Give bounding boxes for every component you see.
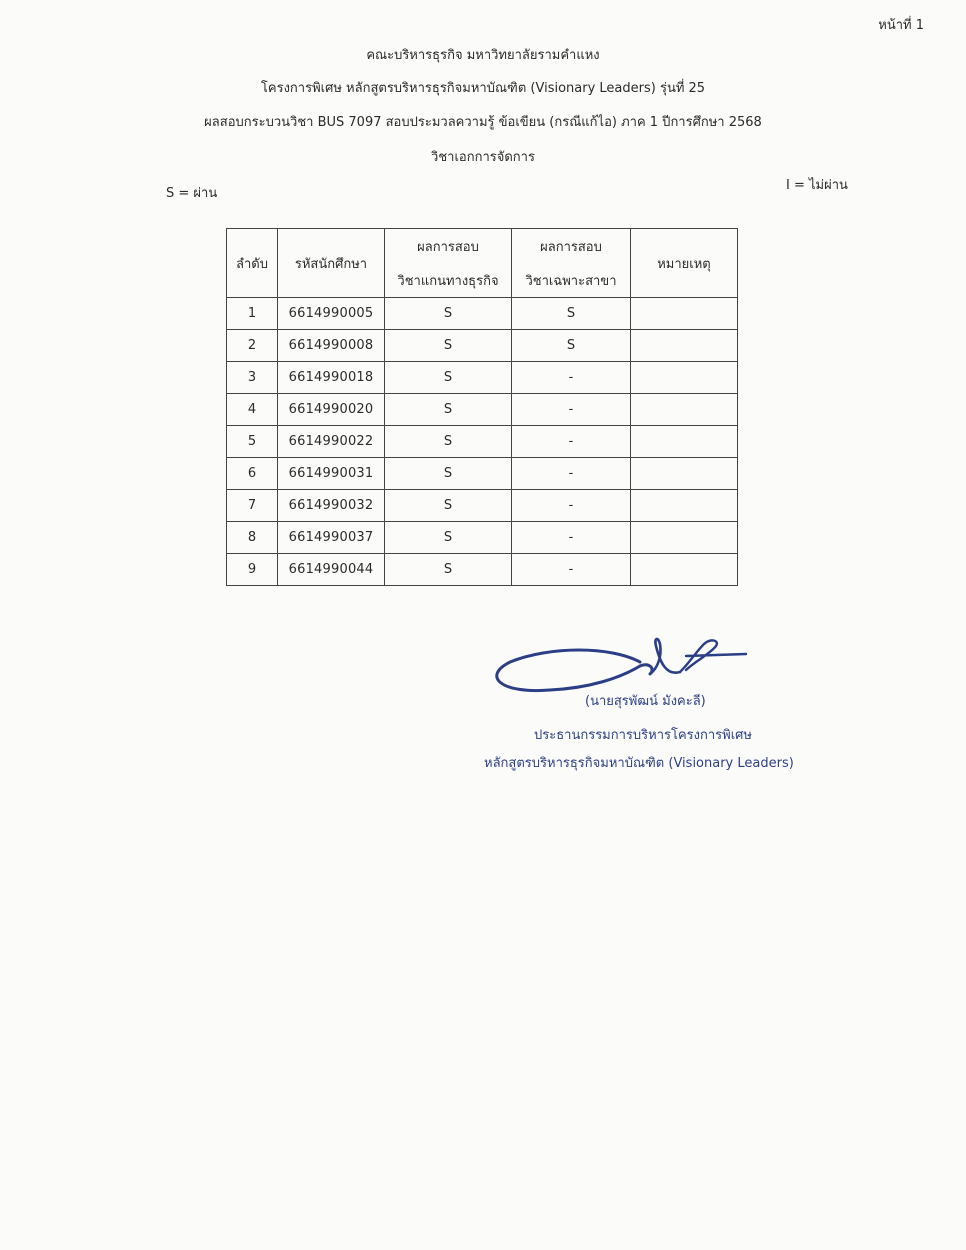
- cell-note: [631, 330, 738, 362]
- cell-core-result: S: [385, 394, 512, 426]
- cell-note: [631, 458, 738, 490]
- cell-major-result: -: [512, 426, 631, 458]
- cell-major-result: -: [512, 554, 631, 586]
- faculty-title: คณะบริหารธุรกิจ มหาวิทยาลัยรามคำแหง: [366, 48, 600, 63]
- cell-core-result: S: [385, 426, 512, 458]
- cell-no: 4: [227, 394, 278, 426]
- cell-no: 6: [227, 458, 278, 490]
- col-header-core-bottom: วิชาแกนทางธุรกิจ: [385, 263, 512, 298]
- cell-student-id: 6614990044: [278, 554, 385, 586]
- cell-student-id: 6614990031: [278, 458, 385, 490]
- cell-core-result: S: [385, 490, 512, 522]
- table-row: [227, 554, 738, 586]
- cell-student-id: 6614990005: [278, 298, 385, 330]
- signatory-position: ประธานกรรมการบริหารโครงการพิเศษ: [534, 728, 752, 743]
- table-row: [227, 362, 738, 394]
- results-table: [226, 228, 738, 586]
- cell-core-result: S: [385, 330, 512, 362]
- cell-core-result: S: [385, 554, 512, 586]
- signatory-name: (นายสุรพัฒน์ มังคะลี): [585, 694, 706, 709]
- cell-note: [631, 362, 738, 394]
- cell-no: 1: [227, 298, 278, 330]
- col-header-core-top: ผลการสอบ: [385, 229, 512, 264]
- table-row: [227, 298, 738, 330]
- table-row: [227, 522, 738, 554]
- cell-note: [631, 426, 738, 458]
- table-row: [227, 458, 738, 490]
- cell-note: [631, 394, 738, 426]
- cell-major-result: -: [512, 458, 631, 490]
- table-row: [227, 490, 738, 522]
- col-header-major-top: ผลการสอบ: [512, 229, 631, 264]
- cell-student-id: 6614990020: [278, 394, 385, 426]
- table-row: [227, 394, 738, 426]
- cell-student-id: 6614990037: [278, 522, 385, 554]
- cell-major-result: -: [512, 394, 631, 426]
- cell-student-id: 6614990018: [278, 362, 385, 394]
- cell-core-result: S: [385, 298, 512, 330]
- cell-note: [631, 522, 738, 554]
- cell-no: 8: [227, 522, 278, 554]
- cell-major-result: -: [512, 490, 631, 522]
- signatory-program: หลักสูตรบริหารธุรกิจมหาบัณฑิต (Visionary Leaders): [484, 756, 794, 771]
- cell-student-id: 6614990032: [278, 490, 385, 522]
- table-header-row: [227, 229, 738, 264]
- cell-student-id: 6614990008: [278, 330, 385, 362]
- cell-core-result: S: [385, 362, 512, 394]
- cell-no: 9: [227, 554, 278, 586]
- cell-major-result: -: [512, 362, 631, 394]
- page-number: หน้าที่ 1: [878, 18, 924, 33]
- table-row: [227, 330, 738, 362]
- cell-core-result: S: [385, 522, 512, 554]
- cell-note: [631, 490, 738, 522]
- cell-major-result: S: [512, 298, 631, 330]
- cell-core-result: S: [385, 458, 512, 490]
- cell-note: [631, 554, 738, 586]
- table-row: [227, 426, 738, 458]
- exam-title: ผลสอบกระบวนวิชา BUS 7097 สอบประมวลความรู้ ข้อเขียน (กรณีแก้ไอ) ภาค 1 ปีการศึกษา 2568: [204, 115, 762, 130]
- legend-fail: I = ไม่ผ่าน: [786, 178, 848, 193]
- col-header-student-id: รหัสนักศึกษา: [278, 229, 385, 298]
- major-title: วิชาเอกการจัดการ: [431, 150, 535, 165]
- cell-no: 7: [227, 490, 278, 522]
- cell-major-result: S: [512, 330, 631, 362]
- col-header-major-bottom: วิชาเฉพาะสาขา: [512, 263, 631, 298]
- cell-no: 3: [227, 362, 278, 394]
- col-header-note: หมายเหตุ: [631, 229, 738, 298]
- legend-pass: S = ผ่าน: [166, 186, 218, 201]
- cell-note: [631, 298, 738, 330]
- cell-no: 2: [227, 330, 278, 362]
- cell-no: 5: [227, 426, 278, 458]
- program-title: โครงการพิเศษ หลักสูตรบริหารธุรกิจมหาบัณฑิต (Visionary Leaders) รุ่นที่ 25: [260, 81, 706, 96]
- cell-student-id: 6614990022: [278, 426, 385, 458]
- cell-major-result: -: [512, 522, 631, 554]
- col-header-no: ลำดับ: [227, 229, 278, 298]
